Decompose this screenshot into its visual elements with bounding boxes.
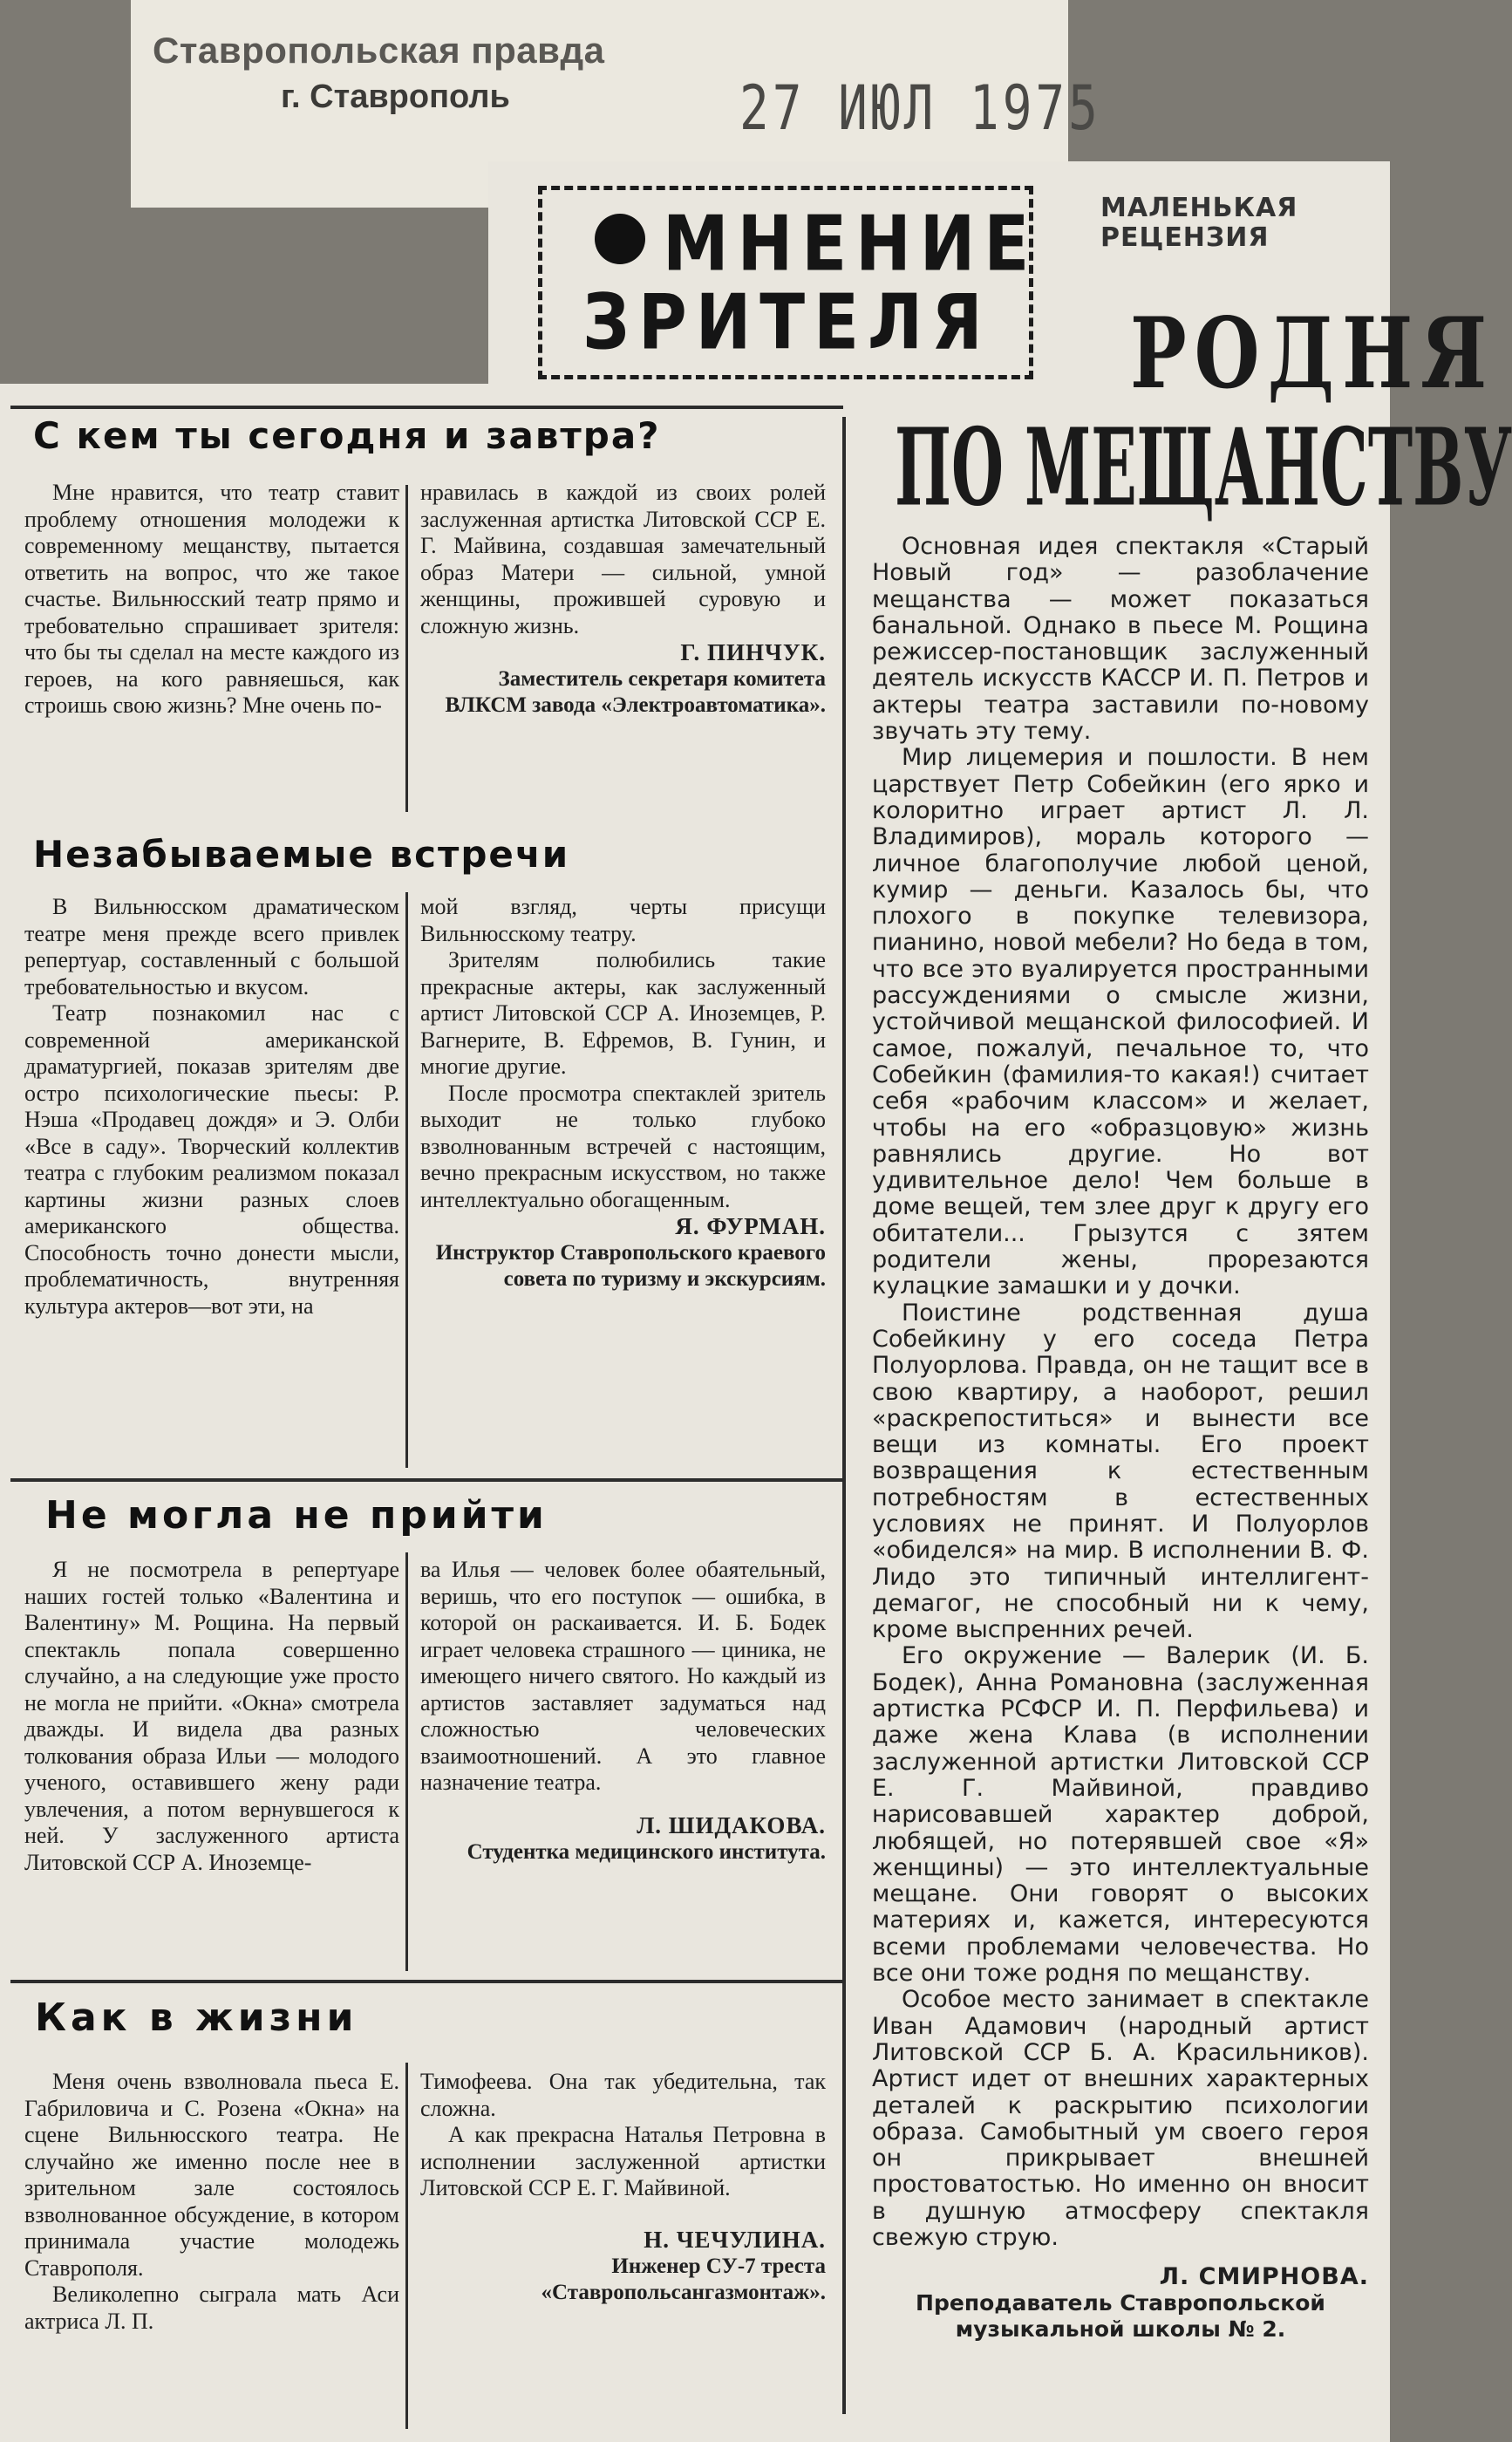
col-divider-2 xyxy=(405,892,408,1468)
review-paragraph-1: Основная идея спектакля «Старый Новый год» — разоблачение мещанства — может показаться банальной. Однако в пьесе М. Рощина режиссер-постановщик заслуженный деятель искусств КАССР И. П. Петров и актеры театра заставили по-новому звучать эту тему. xyxy=(872,533,1369,746)
date-stamp: 27 ИЮЛ 1975 xyxy=(739,73,1101,145)
article-2-text-4: Зрителям полюбились такие прекрасные актеры, как заслуженный артист Литовской ССР А. Иноземцев, Р. Вагнерите, В. Ефремов, В. Гунин, и многие другие. xyxy=(420,947,826,1079)
article-3-title: Не могла не прийти xyxy=(45,1493,548,1538)
article-3-text-1: Я не посмотрела в репертуаре наших гостей только «Валентина и Валентину» М. Рощина. На первый спектакль попала совершенно случайно, а на следующие уже просто не могла не прийти. «Окна» смотрела дважды. И видела два разных толкования образа Ильи — молодого ученого, оставившего жену ради увлечения, а потом вернувшегося к ней. У заслуженного артиста Литовской ССР А. Иноземце- xyxy=(24,1557,399,1875)
article-4-text-1: Меня очень взволновала пьеса Е. Габриловича и С. Розена «Окна» на сцене Вильнюсского театра. Не случайно же именно после нее в зрительном зале состоялось взволнованное обсуждение, в котором принимала участие молодежь Ставрополя. xyxy=(24,2069,399,2281)
rubric-line-2: ЗРИТЕЛЯ xyxy=(582,277,991,367)
article-1-author-role: Заместитель секретаря комитета ВЛКСМ завода «Электроавтоматика». xyxy=(445,667,826,717)
article-3-col-1 xyxy=(24,1557,399,1876)
review-paragraph-3: Поистине родственная душа Собейкину у его соседа Петра Полуорлова. Правда, он не тащит все в свою квартиру, а наоборот, решил «раскрепоститься» и вынести все вещи из комнаты. Его проект возвращения к естественным потребностям в естественных условиях не принят. И Полуорлов «обиделся» на мир. В исполнении В. Ф. Лидо это типичный интеллигент-демагог, не способный ни к чему, кроме выспренних речей. xyxy=(872,1299,1369,1644)
article-1-title: С кем ты сегодня и завтра? xyxy=(33,414,661,457)
side-rubric xyxy=(1100,194,1297,253)
article-1-text-2: нравилась в каждой из своих ролей заслуженная артистка Литовской ССР Е. Г. Майвина, создавшая замечательный образ Матери — сильной, умной женщины, прожившей суровую и сложную жизнь. xyxy=(420,480,826,638)
article-1-col-1 xyxy=(24,480,399,720)
newspaper-stamp: Ставропольская правда xyxy=(153,30,605,71)
article-4-author: Н. ЧЕЧУЛИНА. xyxy=(644,2226,826,2253)
article-2-col-1 xyxy=(24,894,399,1320)
article-4-text-3: Тимофеева. Она так убедительна, так сложна. xyxy=(420,2069,826,2121)
article-3-author-role: Студентка медицинского института. xyxy=(467,1839,826,1864)
city-stamp: г. Ставрополь xyxy=(281,78,510,115)
article-1-text-1: Мне нравится, что театр ставит проблему отношения молодежи к современному мещанству, пытается ответить на вопрос, что же такое счастье. Вильнюсский театр прямо и требовательно спрашивает зрителя: что бы ты сделал на месте каждого из героев, на кого равняешься, как строишь свою жизнь? Мне очень по- xyxy=(24,480,399,718)
main-column-divider xyxy=(842,417,846,2414)
article-4-col-1 xyxy=(24,2069,399,2335)
review-title-line-2: ПО МЕЩАНСТВУ xyxy=(895,405,1512,530)
col-divider-3 xyxy=(405,1552,408,1971)
article-1-col-2 xyxy=(420,480,826,719)
article-3-col-2 xyxy=(420,1557,826,1866)
review-paragraph-4: Его окружение — Валерик (И. Б. Бодек), Анна Романовна (заслуженная артистка РСФСР И. П. Перфильева) и даже жена Клава (в исполнении заслуженной артистки Литовской ССР Е. Г. Майвиной, правдиво нарисовавшей характер доброй, любящей, но потерявшей свое «Я» женщины) — это интеллектуальные мещане. Они говорят о высоких материях и, кажется, интересуются всеми проблемами человечества. Но все они тоже родня по мещанству. xyxy=(872,1642,1369,1988)
review-author: Л. СМИРНОВА. xyxy=(1159,2263,1369,2291)
review-title-line-1: РОДНЯ xyxy=(1130,297,1495,412)
article-3-author: Л. ШИДАКОВА. xyxy=(637,1811,826,1838)
top-rule xyxy=(10,406,843,409)
article-2-col-2 xyxy=(420,894,826,1293)
col-divider-1 xyxy=(405,485,408,812)
article-2-text-3: мой взгляд, черты присущи Вильнюсскому театру. xyxy=(420,894,826,946)
article-4-title: Как в жизни xyxy=(35,1995,358,2040)
article-4-col-2 xyxy=(420,2069,826,2306)
mid-rule-1 xyxy=(10,1478,843,1482)
article-1-author: Г. ПИНЧУК. xyxy=(680,639,826,665)
bullet-dot-icon xyxy=(595,214,645,264)
side-rubric-line-1: МАЛЕНЬКАЯ xyxy=(1100,193,1298,223)
article-2-author: Я. ФУРМАН. xyxy=(675,1213,826,1239)
review-paragraph-2: Мир лицемерия и пошлости. В нем царствует Петр Собейкин (его ярко и колоритно играет артист Л. Л. Владимиров), мораль которого — личное благополучие любой ценой, кумир — деньги. Казалось бы, что плохого в покупке телевизора, пианино, новой мебели? Но беда в том, что все это вуалируется пространными рассуждениями о смысле жизни, устойчивой мещанской философией. И самое, пожалуй, печальное то, что Собейкин (фамилия-то какая!) считает себя «рабочим классом» и желает, чтобы на его «образцовую» жизнь равнялись другие. Но вот удивительное дело! Чем больше в доме вещей, тем злее друг к другу его обитатели... Грызутся с зятем родители жены, прорезаются кулацкие замашки и у дочки. xyxy=(872,744,1369,1300)
col-divider-4 xyxy=(405,2063,408,2429)
review-paragraph-5: Особое место занимает в спектакле Иван Адамович (народный артист Литовской ССР Б. А. Красильников). Артист идет от внешних характерных деталей к раскрытию психологии образа. Самобытный ум своего героя он прикрывает внешней простоватостью. Но именно он вносит в душную атмосферу спектакля свежую струю. xyxy=(872,1986,1369,2251)
review-body xyxy=(872,534,1369,2343)
article-4-author-role: Инженер СУ-7 треста «Ставропольсангазмонтаж». xyxy=(541,2254,826,2304)
article-2-text-1: В Вильнюсском драматическом театре меня прежде всего привлек репертуар, составленный с большой требовательностью и вкусом. xyxy=(24,894,399,999)
article-2-text-2: Театр познакомил нас с современной американской драматургией, показав зрителям две остро психологические пьесы: Р. Нэша «Продавец дождя» и Э. Олби «Все в саду». Творческий коллектив театра с глубоким реализмом показал картины жизни разных слоев американского общества. Способность точно донести мысли, проблематичность, внутренняя культура актеров—вот эти, на xyxy=(24,1000,399,1319)
side-rubric-line-2: РЕЦЕНЗИЯ xyxy=(1100,222,1270,253)
review-author-role: Преподаватель Ставропольской музыкальной школы № 2. xyxy=(916,2290,1325,2343)
article-2-author-role: Инструктор Ставропольского краевого совета по туризму и экскурсиям. xyxy=(435,1241,826,1291)
article-4-text-2: Великолепно сыграла мать Аси актриса Л. П. xyxy=(24,2282,399,2334)
article-2-text-5: После просмотра спектаклей зритель выходит не только глубоко взволнованным встречей с настоящим, вечно прекрасным искусством, но также интеллектуально обогащенным. xyxy=(420,1080,826,1212)
rubric-line-1: МНЕНИЕ xyxy=(663,199,1039,289)
article-4-text-4: А как прекрасна Наталья Петровна в исполнении заслуженной артистки Литовской ССР Е. Г. Майвиной. xyxy=(420,2122,826,2200)
article-2-title: Незабываемые встречи xyxy=(33,833,570,876)
article-3-text-2: ва Илья — человек более обаятельный, веришь, что его поступок — ошибка, в которой он раскаивается. И. Б. Бодек играет человека страшного — циника, не имеющего ничего святого. Но каждый из артистов заставляет задуматься над сложностью человеческих взаимоотношений. А это главное назначение театра. xyxy=(420,1557,826,1795)
mid-rule-2 xyxy=(10,1980,843,1983)
